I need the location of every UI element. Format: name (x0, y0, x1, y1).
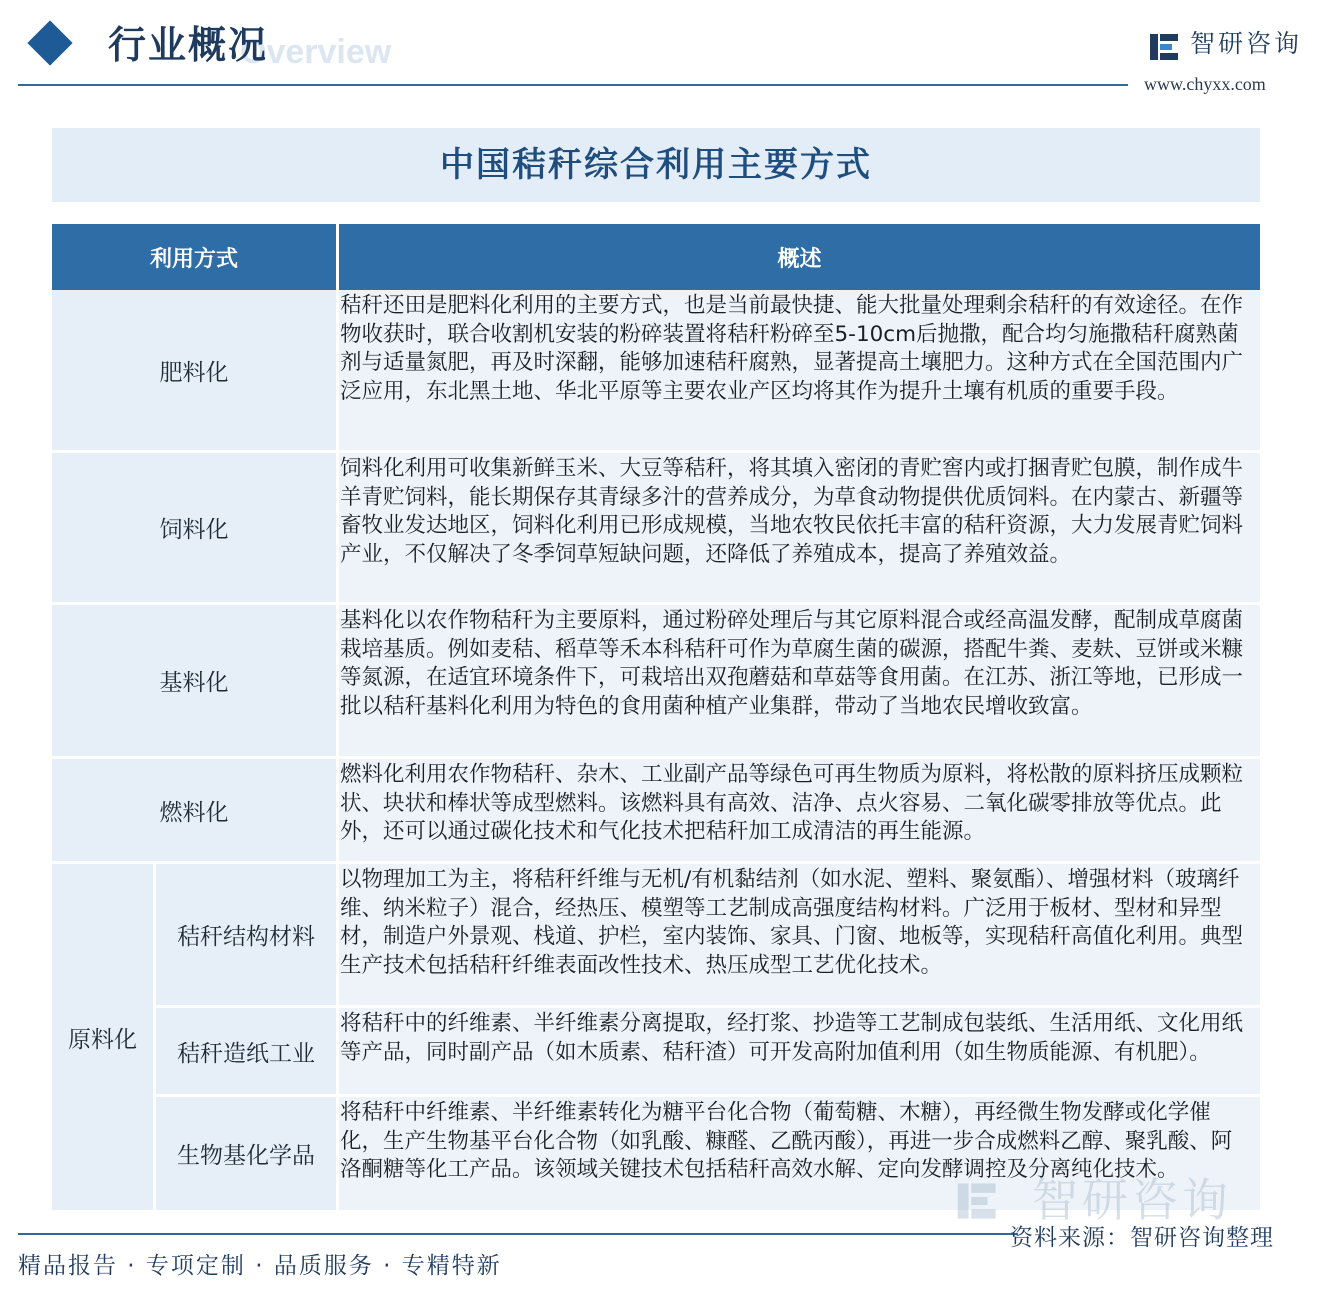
table-row (52, 759, 1260, 861)
watermark-text: 智研咨询 (1032, 1173, 1232, 1227)
subrow-desc: 将秸秆中的纤维素、半纤维素分离提取，经打浆、抄造等工艺制成包装纸、生活用纸、文化用纸等产品，同时副产品（如木质素、秸秆渣）可开发高附加值利用（如生物质能源、有机肥）。 (339, 1008, 1260, 1094)
table-row (52, 864, 1260, 1005)
header-divider (18, 84, 1128, 86)
subrow-label: 生物基化学品 (156, 1097, 336, 1210)
table-header-method: 利用方式 (52, 224, 336, 290)
footer-divider (18, 1233, 1018, 1235)
table-row (52, 605, 1260, 756)
row-desc: 饲料化利用可收集新鲜玉米、大豆等秸秆，将其填入密闭的青贮窖内或打捆青贮包膜，制作成牛羊青贮饲料，能长期保存其青绿多汁的营养成分，为草食动物提供优质饲料。在内蒙古、新疆等畜牧业发达地区，饲料化利用已形成规模，当地农牧民依托丰富的秸秆资源，大力发展青贮饲料产业，不仅解决了冬季饲草短缺问题，还降低了养殖成本，提高了养殖效益。 (339, 453, 1260, 602)
table-header-overview: 概述 (339, 224, 1260, 290)
footer-slogan: 精品报告 · 专项定制 · 品质服务 · 专精特新 (18, 1253, 502, 1279)
source-note: 资料来源：智研咨询整理 (1010, 1225, 1274, 1251)
row-label: 燃料化 (52, 759, 336, 861)
page-title: 行业概况 (108, 23, 269, 67)
header-subtitle: Overview (240, 33, 392, 71)
header-diamond-icon (27, 20, 72, 65)
row-desc: 燃料化利用农作物秸秆、杂木、工业副产品等绿色可再生物质为原料，将松散的原料挤压成颗粒状、块状和棒状等成型燃料。该燃料具有高效、洁净、点火容易、二氧化碳零排放等优点。此外，还可以通过碳化技术和气化技术把秸秆加工成清洁的再生能源。 (339, 759, 1260, 861)
row-label: 饲料化 (52, 453, 336, 602)
row-label: 基料化 (52, 605, 336, 756)
title-banner (52, 128, 1260, 202)
row-label: 肥料化 (52, 290, 336, 450)
table-row (52, 453, 1260, 602)
subrow-label: 秸秆结构材料 (156, 864, 336, 1005)
logo-icon (1148, 30, 1182, 64)
subrow-desc: 将秸秆中纤维素、半纤维素转化为糖平台化合物（葡萄糖、木糖），再经微生物发酵或化学催化，生产生物基平台化合物（如乳酸、糠醛、乙酰丙酸），再进一步合成燃料乙醇、聚乳酸、阿洛酮糖等化工产品。该领域关键技术包括秸秆高效水解、定向发酵调控及分离纯化技术。 (339, 1097, 1260, 1210)
subrow-label: 秸秆造纸工业 (156, 1008, 336, 1094)
row-desc: 秸秆还田是肥料化利用的主要方式，也是当前最快捷、能大批量处理剩余秸秆的有效途径。在作物收获时，联合收割机安装的粉碎装置将秸秆粉碎至5-10cm后抛撒，配合均匀施撒秸秆腐熟菌剂与适量氮肥，再及时深翻，能够加速秸秆腐熟，显著提高土壤肥力。这种方式在全国范围内广泛应用，东北黑土地、华北平原等主要农业产区均将其作为提升土壤有机质的重要手段。 (339, 290, 1260, 450)
table-row (52, 1008, 1260, 1094)
subrow-desc: 以物理加工为主，将秸秆纤维与无机/有机黏结剂（如水泥、塑料、聚氨酯）、增强材料（玻璃纤维、纳米粒子）混合，经热压、模塑等工艺制成高强度结构材料。广泛用于板材、型材和异型材，制造户外景观、栈道、护栏，室内装饰、家具、门窗、地板等，实现秸秆高值化利用。典型生产技术包括秸秆纤维表面改性技术、热压成型工艺优化技术。 (339, 864, 1260, 1005)
row-desc: 基料化以农作物秸秆为主要原料，通过粉碎处理后与其它原料混合或经高温发酵，配制成草腐菌栽培基质。例如麦秸、稻草等禾本科秸秆可作为草腐生菌的碳源，搭配牛粪、麦麸、豆饼或米糠等氮源，在适宜环境条件下，可栽培出双孢蘑菇和草菇等食用菌。在江苏、浙江等地，已形成一批以秸秆基料化利用为特色的食用菌种植产业集群，带动了当地农民增收致富。 (339, 605, 1260, 756)
logo-url: www.chyxx.com (1144, 74, 1266, 94)
table-row (52, 290, 1260, 450)
utilization-table (52, 224, 1260, 1210)
logo-text: 智研咨询 (1190, 29, 1303, 58)
group-label: 原料化 (52, 864, 153, 1210)
banner-title: 中国秸秆综合利用主要方式 (440, 145, 872, 185)
watermark-logo-icon (955, 1178, 1001, 1224)
